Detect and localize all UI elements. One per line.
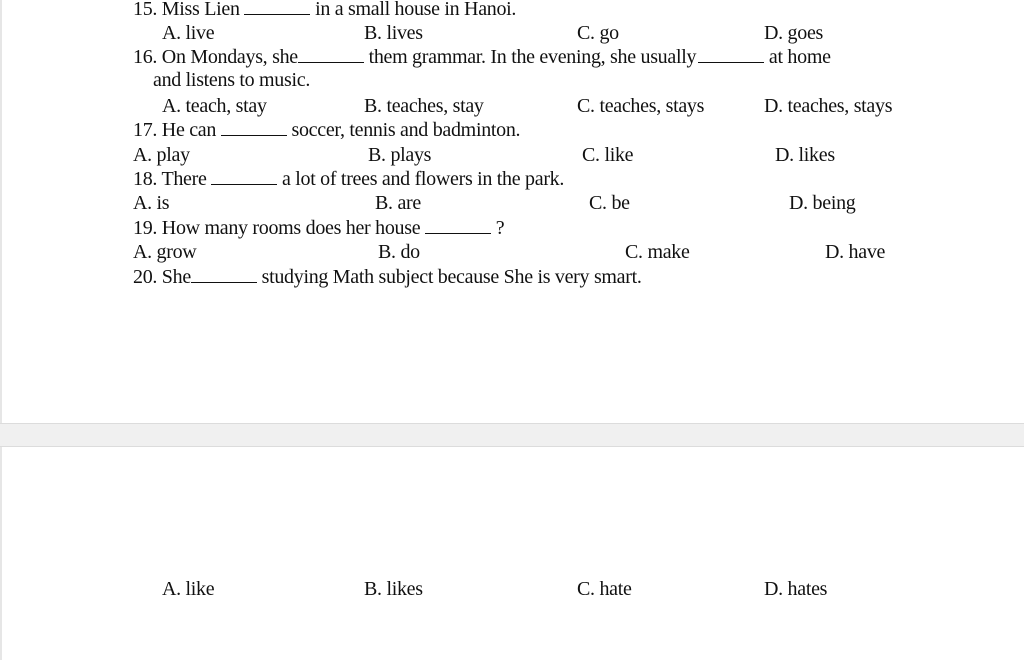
question-16-part-b: them grammar. In the evening, she usually	[368, 46, 697, 68]
question-16-stem-line2: and listens to music.	[153, 69, 311, 91]
question-17-option-c: C. like	[582, 144, 634, 166]
question-18-stem	[133, 168, 564, 190]
question-19-part-a: 19. How many rooms does her house	[133, 217, 421, 239]
question-16-part-c: at home	[768, 46, 831, 68]
question-18-option-b: B. are	[375, 192, 421, 214]
question-15-part-a: 15. Miss Lien	[133, 0, 240, 20]
answer-blank	[698, 46, 764, 63]
document-page-2	[0, 447, 1024, 660]
page2-option-b: B. likes	[364, 578, 423, 600]
question-19-option-b: B. do	[378, 241, 420, 263]
question-18-part-a: 18. There	[133, 168, 207, 190]
question-16-option-d: D. teaches, stays	[764, 95, 893, 117]
question-20-part-b: studying Math subject because She is very smart.	[261, 266, 642, 288]
question-15-option-d: D. goes	[764, 22, 824, 44]
question-17-part-a: 17. He can	[133, 119, 217, 141]
page2-option-c: C. hate	[577, 578, 632, 600]
answer-blank	[425, 217, 491, 234]
question-19-option-d: D. have	[825, 241, 886, 263]
question-19-option-a: A. grow	[133, 241, 197, 263]
answer-blank	[221, 119, 287, 136]
page-separator	[0, 423, 1024, 447]
question-16-option-c: C. teaches, stays	[577, 95, 705, 117]
page2-option-d: D. hates	[764, 578, 828, 600]
question-15-option-a: A. live	[162, 22, 215, 44]
question-17-stem	[133, 119, 520, 141]
answer-blank	[211, 168, 277, 185]
answer-blank	[191, 266, 257, 283]
question-20-part-a: 20. She	[133, 266, 191, 288]
question-19-stem	[133, 217, 504, 239]
question-18-option-a: A. is	[133, 192, 170, 214]
question-15-part-b: in a small house in Hanoi.	[315, 0, 517, 20]
question-17-part-b: soccer, tennis and badminton.	[291, 119, 521, 141]
question-19-option-c: C. make	[625, 241, 690, 263]
question-16-option-b: B. teaches, stay	[364, 95, 484, 117]
question-17-option-b: B. plays	[368, 144, 432, 166]
question-18-option-d: D. being	[789, 192, 856, 214]
question-20-stem	[133, 266, 642, 288]
question-15-option-b: B. lives	[364, 22, 423, 44]
page2-option-a: A. like	[162, 578, 215, 600]
question-19-part-b: ?	[495, 217, 505, 239]
question-16-option-a: A. teach, stay	[162, 95, 267, 117]
question-18-option-c: C. be	[589, 192, 630, 214]
answer-blank	[244, 0, 310, 15]
question-16-part-a: 16. On Mondays, she	[133, 46, 298, 68]
question-15-option-c: C. go	[577, 22, 619, 44]
question-15-stem	[133, 0, 516, 20]
question-18-part-b: a lot of trees and flowers in the park.	[281, 168, 565, 190]
question-17-option-d: D. likes	[775, 144, 835, 166]
question-16-stem	[133, 46, 831, 68]
question-17-option-a: A. play	[133, 144, 190, 166]
answer-blank	[298, 46, 364, 63]
